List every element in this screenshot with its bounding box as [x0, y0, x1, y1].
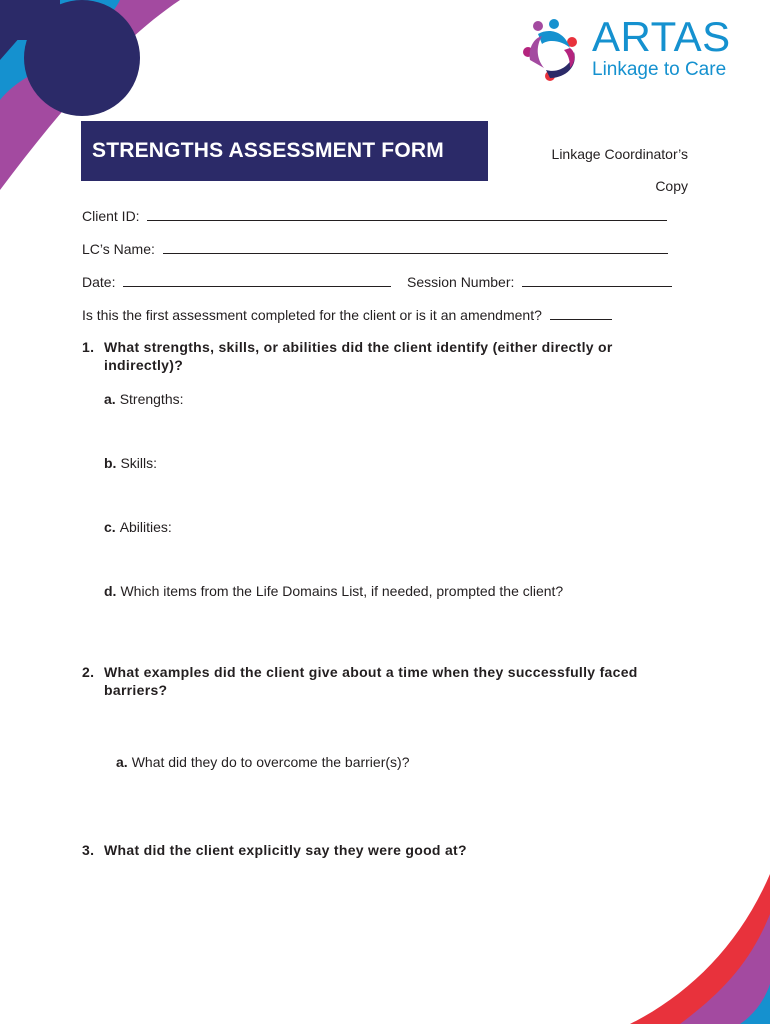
question-2-text: What examples did the client give about a time when they successfully faced barriers?: [104, 664, 638, 698]
question-2a-letter: a.: [116, 754, 128, 770]
corner-decoration-bottom-right: [600, 874, 770, 1024]
logo-name: ARTAS: [592, 13, 731, 60]
question-1c: [104, 518, 172, 536]
lc-name-row: [82, 239, 668, 257]
question-1a-text: Strengths:: [119, 391, 184, 407]
question-1b: [104, 454, 157, 472]
lc-name-label: LC’s Name:: [82, 241, 155, 257]
form-title: STRENGTHS ASSESSMENT FORM: [92, 139, 444, 162]
copy-label: [552, 138, 688, 202]
session-number-row: [407, 272, 672, 290]
lc-name-input-line[interactable]: [163, 239, 668, 254]
form-title-banner: [81, 121, 488, 181]
question-1a: [104, 390, 184, 408]
date-row: [82, 272, 391, 290]
question-1d: [104, 582, 563, 600]
question-1c-text: Abilities:: [119, 519, 172, 535]
session-number-label: Session Number:: [407, 274, 515, 290]
date-label: Date:: [82, 274, 116, 290]
question-1: [82, 338, 642, 374]
question-1b-text: Skills:: [120, 455, 158, 471]
question-1-number: 1.: [82, 339, 95, 355]
question-2a-text: What did they do to overcome the barrier(s)?: [131, 754, 410, 770]
question-1-text: What strengths, skills, or abilities did the client identify (either directly or indirectly)?: [104, 339, 613, 373]
question-2a: [116, 753, 409, 771]
question-3-text: What did the client explicitly say they were good at?: [104, 842, 467, 858]
question-1d-letter: d.: [104, 583, 117, 599]
logo-tagline: Linkage to Care: [592, 59, 727, 80]
client-id-label: Client ID:: [82, 208, 140, 224]
first-assessment-label: Is this the first assessment completed for the client or is it an amendment?: [82, 307, 542, 323]
question-2-number: 2.: [82, 664, 95, 680]
client-id-input-line[interactable]: [147, 206, 667, 221]
client-id-row: [82, 206, 667, 224]
copy-label-line2: Copy: [655, 178, 688, 194]
first-assessment-input-line[interactable]: [550, 305, 612, 320]
first-assessment-row: [82, 305, 612, 323]
question-3: [82, 841, 642, 859]
question-3-number: 3.: [82, 842, 95, 858]
question-2: [82, 663, 672, 699]
copy-label-line1: Linkage Coordinator’s: [551, 146, 688, 162]
question-1a-letter: a.: [104, 391, 116, 407]
question-1c-letter: c.: [104, 519, 116, 535]
people-circle-icon: [520, 18, 588, 84]
question-1d-text: Which items from the Life Domains List, if needed, prompted the client?: [120, 583, 564, 599]
artas-logo: [520, 14, 735, 86]
date-input-line[interactable]: [123, 272, 391, 287]
session-number-input-line[interactable]: [522, 272, 672, 287]
question-1b-letter: b.: [104, 455, 117, 471]
